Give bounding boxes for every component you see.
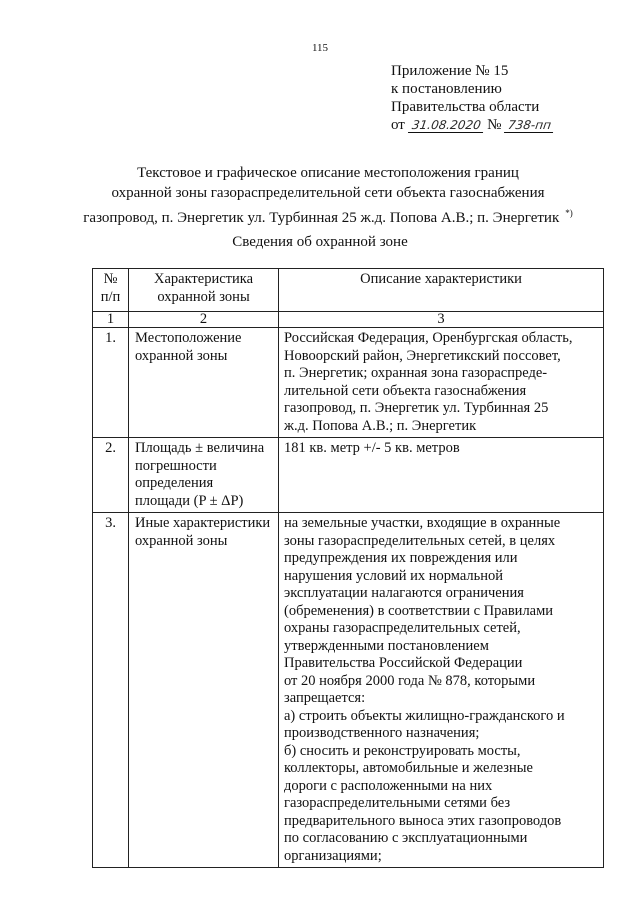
zone-info-table: [92, 268, 604, 868]
description-line: 181 кв. метр +/- 5 кв. метров: [284, 440, 460, 456]
description-line: (обременения) в соответствии с Правилами: [284, 602, 554, 619]
description-line: дороги с расположенными на них: [284, 777, 493, 794]
row-characteristic: [129, 438, 279, 513]
table-row: [93, 328, 604, 438]
header-num-line-2: п/п: [100, 288, 121, 305]
appendix-line-3: Правительства области: [391, 99, 540, 115]
row-number: 2.: [93, 438, 129, 513]
description-line: организациями;: [284, 847, 382, 864]
characteristic-line: Площадь ± величина: [135, 440, 265, 456]
description-line: нарушения условий их нормальной: [284, 567, 504, 584]
description-line: ж.д. Попова А.В.; п. Энергетик: [284, 417, 477, 434]
table-row: [93, 513, 604, 868]
table-header-row: [93, 269, 604, 312]
appendix-date: 31.08.2020: [408, 118, 485, 133]
page-number: 115: [311, 42, 329, 54]
characteristic-line: охранной зоны: [135, 532, 228, 549]
appendix-date-line: [391, 116, 554, 134]
description-line: на земельные участки, входящие в охранные: [284, 515, 561, 531]
column-number-3: 3: [279, 312, 604, 328]
table-row: [93, 438, 604, 513]
column-number-row: [93, 312, 604, 328]
characteristic-line: погрешности: [135, 457, 217, 474]
table-body: [93, 328, 604, 868]
description-line: утвержденными постановлением: [284, 637, 489, 654]
title-line-3: [60, 203, 596, 228]
description-line: газораспределительными сетями без: [284, 795, 511, 811]
row-description: [279, 328, 604, 438]
description-line: Новоорский район, Энергетикский поссовет,: [284, 347, 561, 364]
document-title: [60, 163, 596, 228]
description-line: коллекторы, автомобильные и железные: [284, 760, 533, 776]
header-num: [93, 269, 129, 312]
footnote-mark: *): [565, 208, 573, 218]
row-characteristic: [129, 328, 279, 438]
appendix-number-label: №: [487, 117, 502, 133]
row-characteristic: [129, 513, 279, 868]
appendix-line-2: к постановлению: [391, 81, 502, 97]
characteristic-line: Иные характеристики: [135, 515, 271, 531]
description-line: производственного назначения;: [284, 725, 480, 741]
appendix-block: [391, 62, 554, 134]
row-number: 1.: [93, 328, 129, 438]
header-char-line-2: охранной зоны: [157, 288, 250, 305]
column-number-2: 2: [129, 312, 279, 328]
description-line: предварительного выноса этих газопроводов: [284, 812, 562, 829]
appendix-number: 738-пп: [504, 118, 555, 133]
description-line: п. Энергетик; охранная зона газораспреде-: [284, 365, 548, 381]
header-description: Описание характеристики: [279, 269, 604, 312]
description-line: Правительства Российской Федерации: [284, 655, 523, 671]
description-line: охраны газораспределительных сетей,: [284, 620, 521, 636]
description-line: эксплуатации налагаются ограничения: [284, 585, 524, 601]
header-num-line-1: №: [103, 271, 118, 287]
description-line: газопровод, п. Энергетик ул. Турбинная 25: [284, 400, 549, 416]
row-description: [279, 513, 604, 868]
title-line-3-text: газопровод, п. Энергетик ул. Турбинная 25 ж.д. Попова А.В.; п. Энергетик: [83, 210, 560, 226]
header-char-line-1: Характеристика: [153, 271, 254, 287]
description-line: а) строить объекты жилищно-гражданского и: [284, 707, 565, 724]
description-line: б) сносить и реконструировать мосты,: [284, 742, 521, 759]
description-line: лительной сети объекта газоснабжения: [284, 382, 527, 399]
column-number-1: 1: [93, 312, 129, 328]
description-line: зоны газораспределительных сетей, в целях: [284, 532, 556, 549]
section-heading: Сведения об охранной зоне: [232, 234, 408, 250]
header-characteristic: [129, 269, 279, 312]
characteristic-line: площади (P ± ΔP): [135, 492, 244, 509]
appendix-from-label: от: [391, 117, 405, 133]
description-line: запрещается:: [284, 690, 366, 706]
description-line: Российская Федерация, Оренбургская область,: [284, 330, 573, 346]
row-number: 3.: [93, 513, 129, 868]
title-line-1: Текстовое и графическое описание местоположения границ: [137, 165, 519, 181]
characteristic-line: охранной зоны: [135, 347, 228, 364]
appendix-line-1: Приложение № 15: [391, 63, 509, 79]
description-line: по согласованию с эксплуатационными: [284, 830, 528, 846]
row-description: [279, 438, 604, 513]
characteristic-line: Местоположение: [135, 330, 242, 346]
description-line: от 20 ноября 2000 года № 878, которыми: [284, 672, 536, 689]
characteristic-line: определения: [135, 475, 214, 491]
title-line-2: охранной зоны газораспределительной сети объекта газоснабжения: [111, 185, 545, 201]
description-line: предупреждения их повреждения или: [284, 550, 518, 566]
